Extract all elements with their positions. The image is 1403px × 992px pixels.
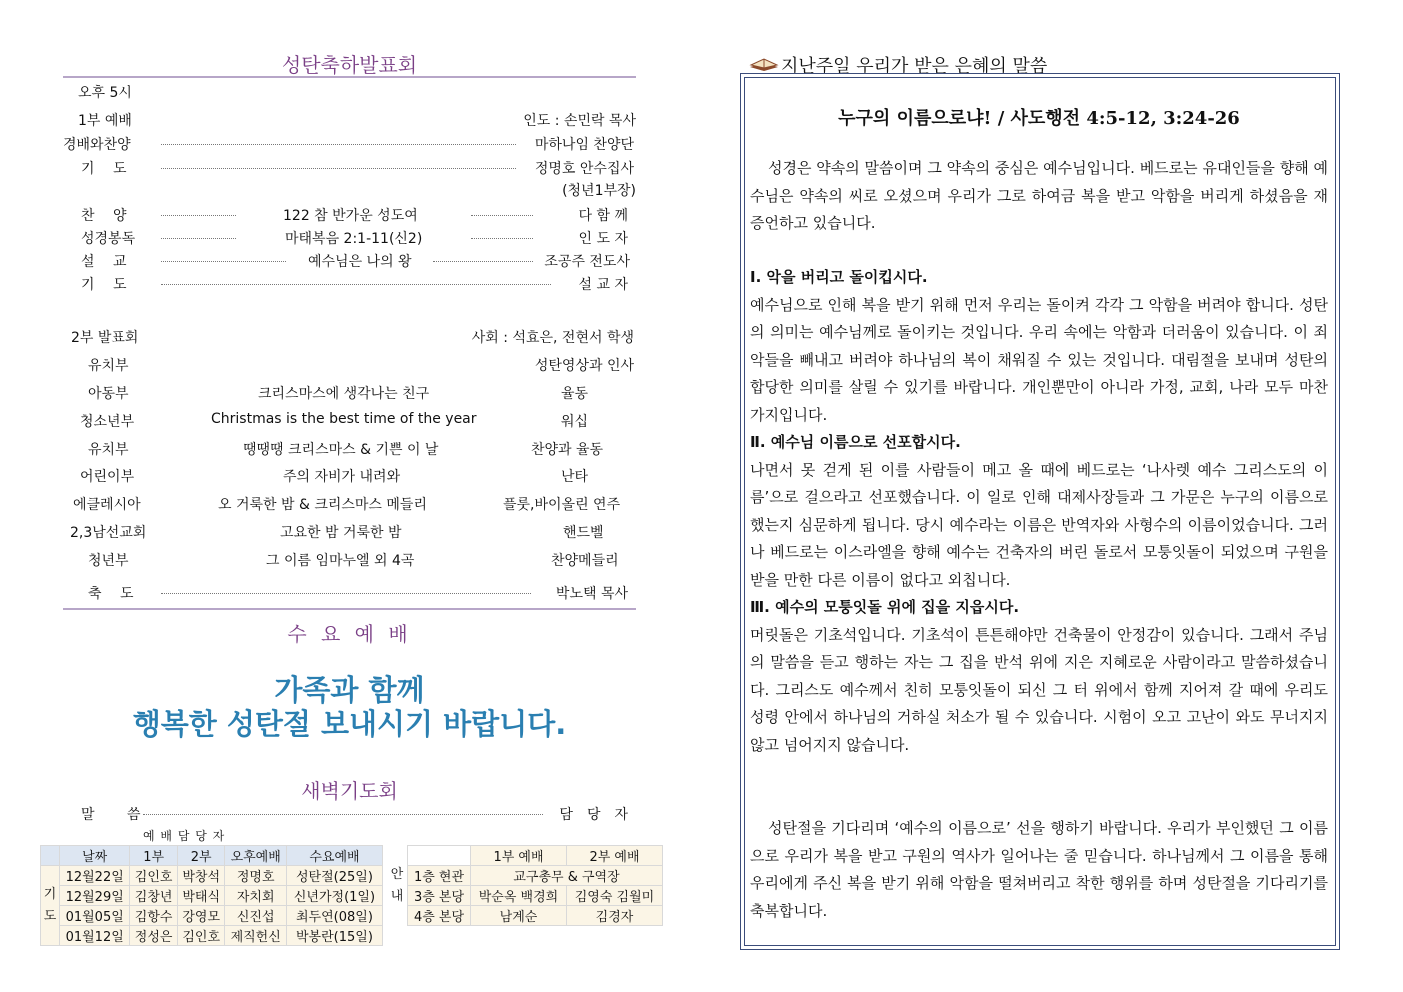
duty-side-label (41, 866, 60, 946)
perf-type: 플룻,바이올린 연주 (503, 497, 621, 513)
perf-title: 크리스마스에 생각나는 친구 (258, 386, 430, 402)
duty-cell: 12월29일 (60, 886, 130, 906)
dot-leader (471, 215, 533, 216)
dawn-row (63, 804, 636, 826)
dot-leader (143, 814, 543, 815)
usher-guide-table (387, 845, 663, 926)
perf-type: 핸드벨 (563, 525, 604, 541)
duty-cell: 성탄절(25일) (286, 866, 382, 886)
dot-leader (161, 261, 286, 262)
duty-header: 날짜 (60, 846, 130, 866)
prayer-note: (청년1부장) (562, 183, 636, 199)
duty-header: 1부 (130, 846, 178, 866)
dot-leader (161, 593, 531, 594)
guide-header: 1부 예배 (471, 846, 567, 866)
duty-header: 2부 (177, 846, 225, 866)
service-item: 설 교 (81, 254, 127, 270)
sermon-body (750, 264, 1328, 759)
guide-cell: 교구총무 & 구역장 (471, 866, 663, 886)
guide-floor: 4층 본당 (408, 906, 471, 926)
perf-type: 찬양메들리 (551, 553, 619, 569)
service-content: 예수님은 나의 왕 (308, 254, 412, 270)
part1-label: 1부 예배 (78, 113, 132, 129)
dot-leader (161, 144, 516, 145)
christmas-wish-line2: 행복한 성탄절 보내시기 바랍니다. (132, 707, 567, 741)
duty-cell: 김인호 (130, 866, 178, 886)
perf-title: 땡땡땡 크리스마스 & 기쁜 이 날 (243, 442, 439, 458)
point2-title: Ⅱ. 예수님 이름으로 선포합시다. (750, 433, 961, 451)
perf-group: 아동부 (88, 386, 129, 402)
time-label: 오후 5시 (78, 85, 132, 101)
table-row (41, 906, 383, 926)
perf-type: 찬양과 율동 (531, 442, 604, 458)
service-item: 기 도 (81, 161, 127, 177)
intro-text: 성경은 약속의 말씀이며 그 약속의 중심은 예수님입니다. 베드로는 유대인들을 향해 예수님은 약속의 씨로 오셨으며 우리가 그로 하여금 복을 받고 악함을 버리게 하셨음을 재증언하고 있습니다. (750, 159, 1328, 232)
duty-cell: 최두연(08일) (286, 906, 382, 926)
service-item: 찬 양 (81, 208, 127, 224)
service-person: 정명호 안수집사 (534, 161, 634, 177)
benediction-label: 축 도 (88, 586, 134, 602)
guide-cell: 박순옥 백경희 (471, 886, 567, 906)
perf-group: 어린이부 (80, 469, 135, 485)
dawn-prayer-title: 새벽기도회 (301, 779, 398, 803)
guide-cell: 남계순 (471, 906, 567, 926)
sermon-title: 누구의 이름으로냐! / 사도행전 4:5-12, 3:24-26 (838, 108, 1240, 129)
dot-leader (471, 238, 533, 239)
benediction-row (63, 583, 636, 605)
duty-cell: 김창년 (130, 886, 178, 906)
perf-title: 오 거룩한 밤 & 크리스마스 메들리 (218, 497, 427, 513)
service-content: 122 참 반가운 성도여 (283, 208, 418, 224)
duty-cell: 12월22일 (60, 866, 130, 886)
perf-type: 율동 (561, 386, 589, 402)
dot-leader (433, 261, 533, 262)
perf-group: 청년부 (88, 553, 129, 569)
bible-icon (748, 53, 780, 73)
perf-group: 청소년부 (80, 414, 135, 430)
time-row (63, 82, 636, 104)
service-person: 설 교 자 (578, 277, 628, 293)
service-person: 인 도 자 (578, 231, 628, 247)
perf-title: 고요한 밤 거룩한 밤 (280, 525, 402, 541)
side-char: 기 (43, 886, 57, 902)
service-item: 성경봉독 (81, 231, 136, 247)
part2-label: 2부 발표회 (71, 330, 139, 346)
christmas-wish-line1: 가족과 함께 (274, 673, 425, 707)
duty-cell: 자치회 (225, 886, 287, 906)
duty-table-corner (41, 846, 60, 866)
dot-leader (161, 168, 516, 169)
christmas-program-title: 성탄축하발표회 (281, 53, 418, 77)
sermon-intro (750, 155, 1328, 238)
service-row (63, 274, 636, 296)
prayer-note-row (63, 180, 636, 202)
duty-table (40, 845, 383, 946)
wednesday-service-title: 수 요 예 배 (287, 622, 412, 646)
service-content: 마태복음 2:1-11(신2) (285, 231, 423, 247)
dawn-person: 담 당 자 (559, 807, 628, 823)
guide-header (408, 846, 471, 866)
side-char: 안 (390, 866, 404, 882)
guide-side-label (387, 846, 408, 926)
dot-leader (161, 215, 236, 216)
duty-cell: 강영모 (177, 906, 225, 926)
service-row (63, 228, 636, 250)
performance-row (63, 550, 636, 572)
perf-title: Christmas is the best time of the year (211, 411, 477, 427)
point3-title: Ⅲ. 예수의 모퉁잇돌 위에 집을 지읍시다. (750, 598, 1020, 616)
part2-row (63, 327, 636, 349)
performance-row (63, 411, 636, 433)
performance-row (63, 439, 636, 461)
closing-text: 성탄절을 기다리며 ‘예수의 이름으로’ 선을 행하기 바랍니다. 우리가 부인했던 그 이름으로 우리가 복을 받고 구원의 역사가 일어나는 줄 믿습니다. 하나님께서 그 이름을 통해 우리에게 주신 복을 받기 위해 악함을 떨쳐버리고 착한 행위를 하며 성탄절을 기다리기를 축복합니다. (750, 819, 1328, 920)
guide-cell: 김영숙 김월미 (567, 886, 663, 906)
sermon-closing (750, 815, 1328, 925)
perf-type: 난타 (561, 469, 589, 485)
duty-header: 수요예배 (286, 846, 382, 866)
dawn-label: 말 씀 (81, 807, 141, 823)
guide-cell: 김경자 (567, 906, 663, 926)
side-char: 내 (390, 888, 404, 904)
duty-cell: 정명호 (225, 866, 287, 886)
service-item: 경배와찬양 (63, 137, 131, 153)
sermon-section-header: 지난주일 우리가 받은 은혜의 말씀 (781, 56, 1048, 77)
table-row (387, 906, 663, 926)
perf-type: 성탄영상과 인사 (534, 358, 634, 374)
table-row (387, 886, 663, 906)
table-row (41, 886, 383, 906)
duty-cell: 신진섭 (225, 906, 287, 926)
duty-cell: 정성은 (130, 926, 178, 946)
duty-cell: 김항수 (130, 906, 178, 926)
program-divider (63, 608, 636, 610)
perf-title: 그 이름 임마누엘 외 4곡 (266, 553, 415, 569)
part1-row (63, 110, 636, 132)
duty-header: 오후예배 (225, 846, 287, 866)
duty-cell: 01월05일 (60, 906, 130, 926)
duty-cell: 01월12일 (60, 926, 130, 946)
duty-caption: 예 배 담 당 자 (143, 829, 226, 843)
service-person: 다 함 께 (578, 208, 628, 224)
table-row (41, 866, 383, 886)
side-char: 도 (43, 908, 57, 924)
perf-type: 워십 (561, 414, 589, 430)
service-row (63, 251, 636, 273)
part1-leader: 인도 : 손민락 목사 (523, 113, 636, 129)
perf-group: 에클레시아 (73, 497, 141, 513)
perf-group: 유치부 (88, 442, 129, 458)
performance-row (63, 383, 636, 405)
performance-row (63, 494, 636, 516)
duty-cell: 박봉란(15일) (286, 926, 382, 946)
service-row (63, 158, 636, 180)
performance-row (63, 355, 636, 377)
table-row (387, 866, 663, 886)
performance-row (63, 522, 636, 544)
duty-cell: 제직헌신 (225, 926, 287, 946)
dot-leader (161, 238, 236, 239)
table-row (41, 926, 383, 946)
perf-title: 주의 자비가 내려와 (283, 469, 401, 485)
guide-floor: 1층 현관 (408, 866, 471, 886)
service-item: 기 도 (81, 277, 127, 293)
point3-text: 머릿돌은 기초석입니다. 기초석이 튼튼해야만 건축물이 안정감이 있습니다. 그래서 주님의 말씀을 듣고 행하는 자는 그 집을 반석 위에 지은 지혜로운 사람이라고 말씀하셨습니다. 그리스도 예수께서 친히 모퉁잇돌이 되신 그 터 위에서 함께 지어져 갈 때에 우리도 성령 안에서 하나님의 거하실 처소가 될 수 있습니다. 시험이 오고 고난이 와도 무너지지 않고 넘어지지 않습니다. (750, 625, 1328, 754)
service-person: 조공주 전도사 (544, 254, 630, 270)
duty-cell: 박태식 (177, 886, 225, 906)
point1-title: Ⅰ. 악을 버리고 돌이킵시다. (750, 268, 928, 286)
guide-header: 2부 예배 (567, 846, 663, 866)
perf-group: 유치부 (88, 358, 129, 374)
service-person: 마하나임 찬양단 (534, 137, 634, 153)
guide-floor: 3층 본당 (408, 886, 471, 906)
perf-group: 2,3남선교회 (70, 525, 147, 541)
performance-row (63, 466, 636, 488)
point1-text: 예수님으로 인해 복을 받기 위해 먼저 우리는 돌이켜 각각 그 악함을 버려야 합니다. 성탄의 의미는 예수님께로 돌이키는 것입니다. 우리 속에는 악함과 더러움이 있습니다. 이 죄악들을 빼내고 버려야 하나님의 복이 채워질 수 있는 것입니다. 대림절을 보내며 성탄의 합당한 의미를 살릴 수 있기를 바랍니다. 개인뿐만이 아니라 가정, 교회, 나라 모두 마찬가지입니다. (750, 295, 1328, 424)
dot-leader (161, 284, 551, 285)
benediction-person: 박노택 목사 (555, 586, 628, 602)
duty-cell: 김인호 (177, 926, 225, 946)
part2-host: 사회 : 석효은, 전현서 학생 (471, 330, 634, 346)
title-divider (63, 76, 636, 78)
duty-cell: 신년가정(1일) (286, 886, 382, 906)
service-row (63, 134, 636, 156)
service-row (63, 205, 636, 227)
duty-cell: 박창석 (177, 866, 225, 886)
point2-text: 나면서 못 걷게 된 이를 사람들이 메고 올 때에 베드로는 ‘나사렛 예수 그리스도의 이름’으로 걸으라고 선포했습니다. 이 일로 인해 대제사장들과 그 가문은 누구의 이름으로 했는지 심문하게 됩니다. 당시 예수라는 이름은 반역자와 사형수의 이름이었습니다. 그러나 베드로는 이스라엘을 향해 예수는 건축자의 버린 돌로서 모퉁잇돌이 되었으며 구원을 받을 만한 다른 이름이 없다고 외칩니다. (750, 460, 1328, 589)
